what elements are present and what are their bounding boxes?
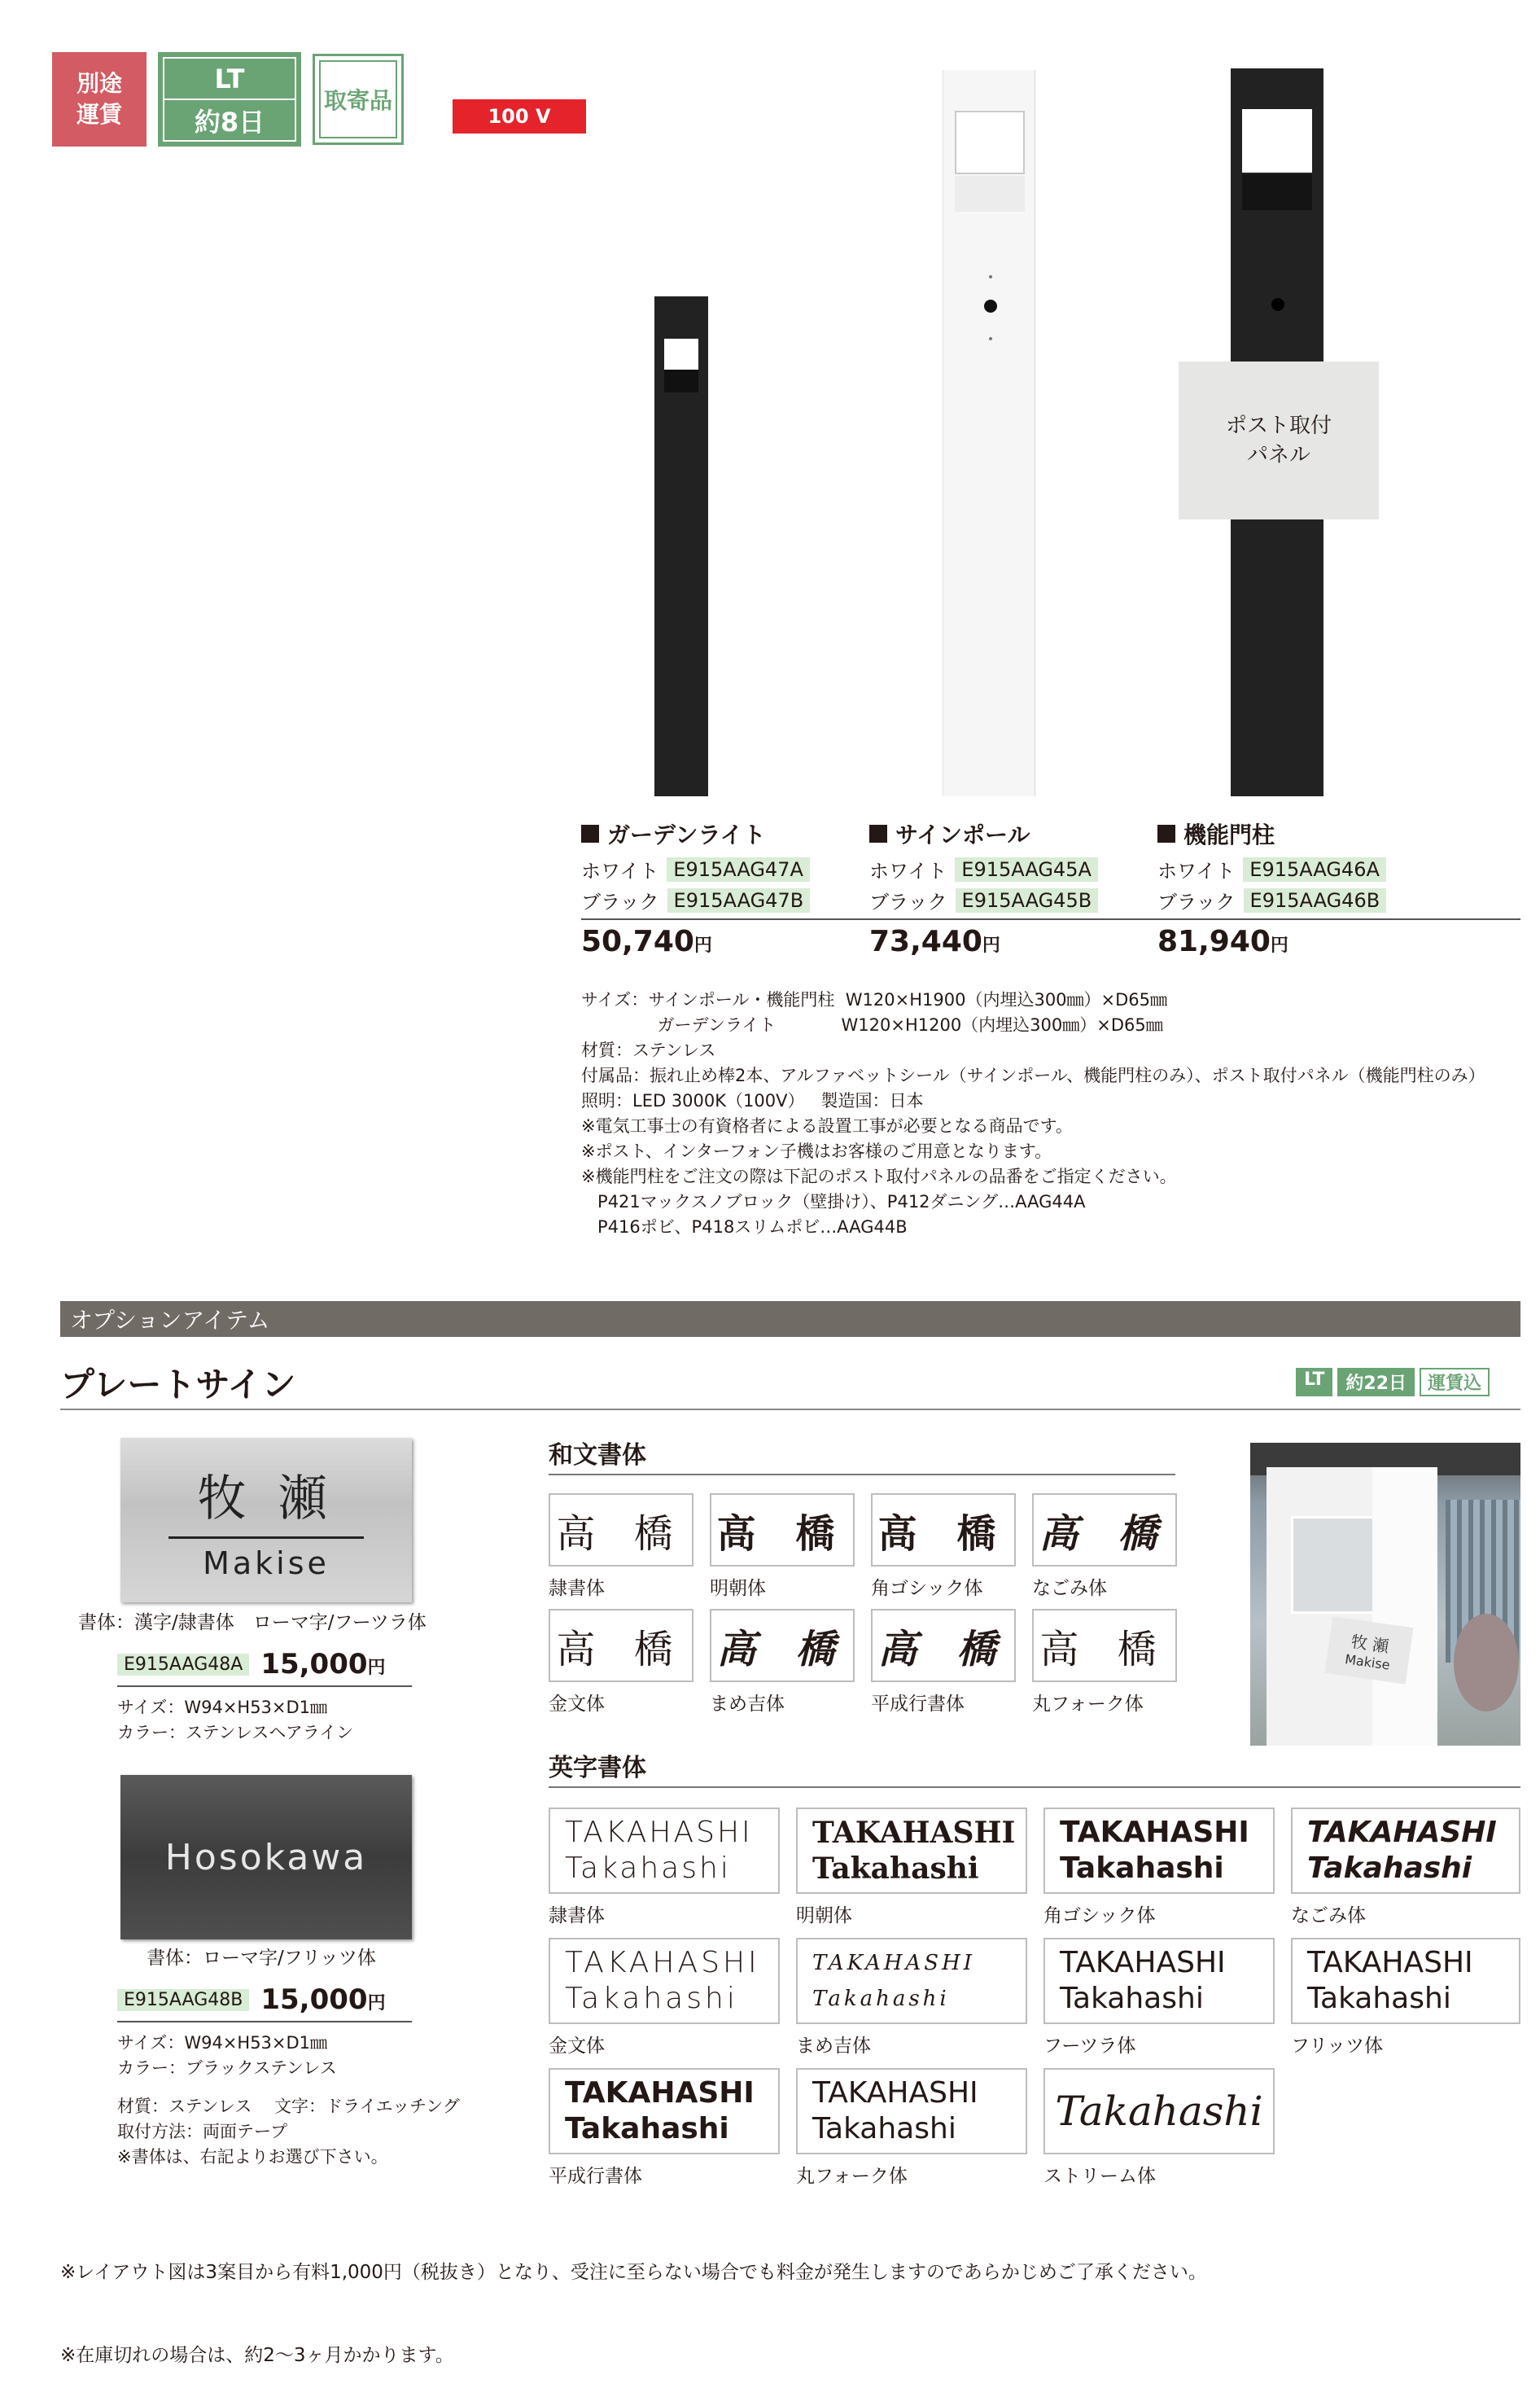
jp-sample-marufolk (1032, 1609, 1177, 1682)
plate1-font-note: 書体：漢字/隷書体 ローマ字/フーツラ体 (78, 1612, 427, 1633)
lt-label: LT (1296, 1368, 1332, 1396)
plate-kanji: 牧 瀬 (197, 1470, 335, 1527)
sign-shade (955, 176, 1025, 212)
plate1-price-row (117, 1648, 386, 1681)
plate-roman: Hosokawa (164, 1836, 368, 1878)
variant-label: ホワイト (1157, 860, 1236, 883)
garden-light-pole (654, 296, 708, 796)
jp-sample-kinbun (549, 1609, 693, 1682)
sample-text: 高 橋 (1039, 1510, 1170, 1557)
shipping-included-badge: 運賃込 (1420, 1368, 1490, 1396)
en-label: ストリーム体 (1043, 2166, 1156, 2187)
spec-line: 照明：LED 3000K（100V） 製造国：日本 (581, 1091, 924, 1111)
variant-label: ホワイト (869, 860, 947, 883)
spec-line: P421マックスノブロック（壁掛け）、P412ダニング…AAG44A (581, 1192, 1086, 1212)
sample-upper: TAKAHASHI (812, 2076, 978, 2110)
product-code: E915AAG45A (955, 857, 1098, 882)
bullet-square (869, 825, 887, 843)
jp-fonts-heading: 和文書体 (549, 1441, 646, 1470)
plate1-specs (117, 1695, 353, 1746)
plate-color: カラー：ブラックステンレス (117, 2058, 337, 2078)
price-unit: 円 (367, 1658, 386, 1678)
price-number: 15,000 (260, 1648, 368, 1681)
screw-dot (989, 275, 992, 278)
variant-white (869, 855, 1098, 883)
sample-text: 高 橋 (716, 1626, 848, 1672)
sample-upper: TAKAHASHI (1060, 1946, 1226, 1979)
en-fonts-heading: 英字書体 (549, 1754, 646, 1782)
en-sample-gyosho (549, 2068, 780, 2154)
spec-line: ガーデンライト W120×H1200（内埋込300㎜）×D65㎜ (581, 1015, 1163, 1035)
variant-white (1157, 855, 1386, 883)
sample-lower: Takahashi (565, 1851, 731, 1885)
product-title-text: 機能門柱 (1183, 822, 1275, 848)
en-sample-mincho (796, 1808, 1027, 1894)
photo-tree (1454, 1614, 1519, 1711)
product-title-gate-pillar (1157, 817, 1275, 850)
spec-notes (581, 962, 1485, 1265)
footer-notes (60, 2203, 1207, 2397)
product-title-text: ガーデンライト (607, 822, 766, 848)
jp-heading-rule (549, 1474, 1175, 1475)
sample-lower: Takahashi (565, 2112, 729, 2145)
plate-sign-heading: プレートサイン (60, 1365, 296, 1404)
sample-text: 高 橋 (716, 1510, 848, 1557)
price-garden-light (581, 925, 712, 958)
spec-line: ※機能門柱をご注文の際は下記のポスト取付パネルの品番をご指定ください。 (581, 1167, 1177, 1186)
price-value: 81,940 (1157, 925, 1271, 958)
price-unit: 円 (367, 1993, 386, 2014)
lt-days: 約22日 (1337, 1368, 1415, 1396)
plate2-font-note: 書体：ローマ字/フリッツ体 (147, 1948, 376, 1969)
sample-text: 高 橋 (556, 1626, 686, 1672)
plate-roman: Makise (203, 1545, 330, 1581)
variant-label: ブラック (581, 891, 659, 914)
jp-label: 角ゴシック体 (871, 1578, 983, 1599)
product-code: E915AAG47A (667, 857, 810, 882)
photo-pillar (1372, 1467, 1437, 1746)
sample-lower: Takahashi (1060, 1982, 1204, 2015)
en-sample-mamekichi (796, 1938, 1027, 2024)
en-sample-reisho (549, 1808, 780, 1894)
variant-label: ブラック (1157, 891, 1236, 914)
en-label: なごみ体 (1291, 1905, 1366, 1926)
en-sample-marufolk (796, 2068, 1027, 2154)
product-title-garden-light (581, 817, 766, 850)
screw-dot (989, 337, 992, 340)
sample-lower: Takahashi (1307, 1982, 1451, 2015)
jp-sample-gothic (871, 1493, 1016, 1567)
en-heading-rule (549, 1786, 1520, 1788)
sign-pole (943, 70, 1035, 796)
product-code: E915AAG48B (117, 1989, 249, 2011)
sample-upper: TAKAHASHI (812, 1951, 976, 1975)
footer-line: ※レイアウト図は3案目から有料1,000円（税抜き）となり、受注に至らない場合でも料金が発生しますのであらかじめご了承ください。 (60, 2262, 1207, 2283)
sample-upper: TAKAHASHI (565, 1946, 760, 1979)
light-window (664, 339, 698, 370)
plate-sample-stainless (120, 1438, 412, 1602)
spec-line: ※ポスト、インターフォン子機はお客様のご用意となります。 (581, 1142, 1052, 1161)
jp-label: 丸フォーク体 (1032, 1694, 1144, 1715)
gate-window (1242, 109, 1312, 173)
plate2-price-row (117, 1983, 386, 2016)
price-number: 15,000 (260, 1983, 368, 2016)
plate-size: サイズ：W94×H53×D1㎜ (117, 2033, 328, 2053)
bullet-square (581, 825, 599, 843)
lt-label: LT (214, 63, 245, 94)
option-section-bar: オプションアイテム (60, 1301, 1520, 1337)
option-lt-badge (1296, 1368, 1490, 1396)
footer-line: ※在庫切れの場合は、約2～3ヶ月かかります。 (60, 2345, 454, 2366)
price-unit: 円 (1270, 936, 1288, 956)
en-label: 金文体 (549, 2035, 605, 2057)
variant-label: ブラック (869, 891, 947, 914)
variant-black (1157, 886, 1386, 914)
note-line: 取付方法：両面テープ (117, 2122, 287, 2141)
product-code: E915AAG46A (1243, 857, 1386, 882)
panel-label-line-1: ポスト取付 (1225, 414, 1332, 438)
jp-sample-mincho (710, 1493, 855, 1567)
en-sample-kinbun (549, 1938, 780, 2024)
intercom-hole (1271, 298, 1284, 311)
bullet-square (1157, 825, 1175, 843)
installation-photo (1250, 1443, 1520, 1746)
lead-time-badge (158, 52, 301, 147)
price-gate-pillar (1157, 925, 1288, 958)
gate-shade (1242, 174, 1312, 210)
post-mount-panel (1179, 362, 1379, 519)
jp-label: 金文体 (549, 1694, 605, 1715)
heading-rule (60, 1409, 1520, 1410)
en-sample-gothic (1043, 1808, 1275, 1894)
product-title-sign-pole (869, 817, 1030, 850)
sample-lower: Takahashi (812, 2112, 956, 2145)
product-title-text: サインポール (895, 822, 1030, 848)
spec-line: P416ポビ、P418スリムポビ…AAG44B (581, 1217, 908, 1237)
jp-label: まめ吉体 (710, 1694, 785, 1715)
photo-plate-kanji: 牧 瀬 (1350, 1631, 1390, 1657)
sample-text: 高 橋 (877, 1510, 1009, 1557)
panel-label-line-2: パネル (1246, 443, 1310, 467)
spec-line: 材質：ステンレス (581, 1041, 716, 1060)
plate2-rule (117, 2021, 412, 2022)
intercom-hole (984, 300, 997, 313)
jp-label: なごみ体 (1032, 1578, 1107, 1599)
variant-black (581, 886, 810, 914)
plate-divider (168, 1536, 364, 1539)
plate2-specs (117, 2031, 337, 2081)
price-divider (581, 918, 1520, 920)
sample-lower: Takahashi (1060, 1851, 1224, 1885)
en-sample-fritz (1291, 1938, 1520, 2024)
en-label: 明朝体 (796, 1905, 852, 1926)
price-value (260, 1648, 385, 1681)
photo-plate-roman: Makise (1344, 1651, 1391, 1673)
sign-window (955, 111, 1025, 174)
variant-black (869, 886, 1098, 914)
plate-sample-black (120, 1775, 412, 1939)
jp-label: 隷書体 (549, 1578, 605, 1599)
order-item-label: 取寄品 (319, 60, 397, 138)
lt-days: 約8日 (164, 99, 295, 140)
light-shade (664, 370, 698, 392)
sample-upper: TAKAHASHI (565, 2076, 755, 2110)
en-sample-stream (1043, 2068, 1275, 2154)
sample-upper: TAKAHASHI (1307, 1946, 1473, 1979)
photo-plate (1325, 1616, 1414, 1684)
note-line: ※書体は、右記よりお選び下さい。 (117, 2147, 388, 2167)
jp-label: 平成行書体 (871, 1694, 965, 1715)
price-value: 50,740 (581, 925, 694, 958)
jp-sample-reisho (549, 1493, 693, 1567)
spec-line: 付属品：振れ止め棒2本、アルファベットシール（サインポール、機能門柱のみ）、ポスト取付パネル（機能門柱のみ） (581, 1066, 1485, 1085)
jp-label: 明朝体 (710, 1578, 766, 1599)
badge-line-2: 運賃 (76, 101, 122, 128)
variant-label: ホワイト (581, 860, 659, 883)
price-unit: 円 (982, 936, 1000, 956)
sample-text: 高 橋 (556, 1510, 686, 1557)
en-label: フリッツ体 (1291, 2035, 1384, 2057)
jp-sample-nagomi (1032, 1493, 1177, 1567)
en-label: 隷書体 (549, 1905, 605, 1926)
separate-shipping-badge (52, 52, 147, 147)
sample-upper: TAKAHASHI (1307, 1816, 1497, 1849)
sample-lower: Takahashi (565, 1982, 738, 2015)
product-code: E915AAG45B (956, 888, 1099, 913)
order-item-badge (313, 54, 404, 145)
note-line: 材質：ステンレス 文字：ドライエッチング (117, 2097, 460, 2116)
sample-lower: Takahashi (812, 1851, 979, 1886)
en-sample-futura (1043, 1938, 1275, 2024)
badge-line-1: 別途 (76, 70, 122, 97)
plate2-notes (117, 2094, 460, 2170)
product-code: E915AAG46B (1244, 888, 1387, 913)
spec-line: ※電気工事士の有資格者による設置工事が必要となる商品です。 (581, 1116, 1073, 1136)
variant-white (581, 855, 810, 883)
en-label: 角ゴシック体 (1043, 1905, 1156, 1926)
sample-text: 高 橋 (877, 1626, 1009, 1672)
voltage-badge: 100 V (453, 99, 586, 134)
sample-upper: TAKAHASHI (565, 1816, 753, 1849)
sample-text: 高 橋 (1039, 1626, 1170, 1672)
product-code: E915AAG47B (667, 888, 811, 913)
sample-upper: TAKAHASHI (812, 1816, 1016, 1850)
price-value: 73,440 (869, 925, 982, 958)
jp-sample-gyosho (871, 1609, 1016, 1682)
plate1-rule (117, 1685, 412, 1687)
price-value (260, 1983, 385, 2016)
product-code: E915AAG48A (117, 1654, 249, 1676)
plate-size: サイズ：W94×H53×D1㎜ (117, 1698, 328, 1717)
sample-script: Takahashi (1055, 2088, 1263, 2135)
sample-lower: Takahashi (812, 1987, 950, 2011)
spec-line: サイズ：サインポール・機能門柱 W120×H1900（内埋込300㎜）×D65㎜ (581, 990, 1168, 1010)
en-label: まめ吉体 (796, 2035, 871, 2057)
price-unit: 円 (693, 936, 712, 956)
en-sample-nagomi (1291, 1808, 1520, 1894)
en-label: 平成行書体 (549, 2166, 642, 2187)
plate-color: カラー：ステンレスヘアライン (117, 1723, 354, 1742)
sample-upper: TAKAHASHI (1060, 1816, 1249, 1849)
en-label: フーツラ体 (1043, 2035, 1136, 2057)
price-sign-pole (869, 925, 1000, 958)
jp-sample-mamekichi (710, 1609, 855, 1682)
en-label: 丸フォーク体 (796, 2166, 908, 2187)
sample-lower: Takahashi (1307, 1851, 1472, 1885)
